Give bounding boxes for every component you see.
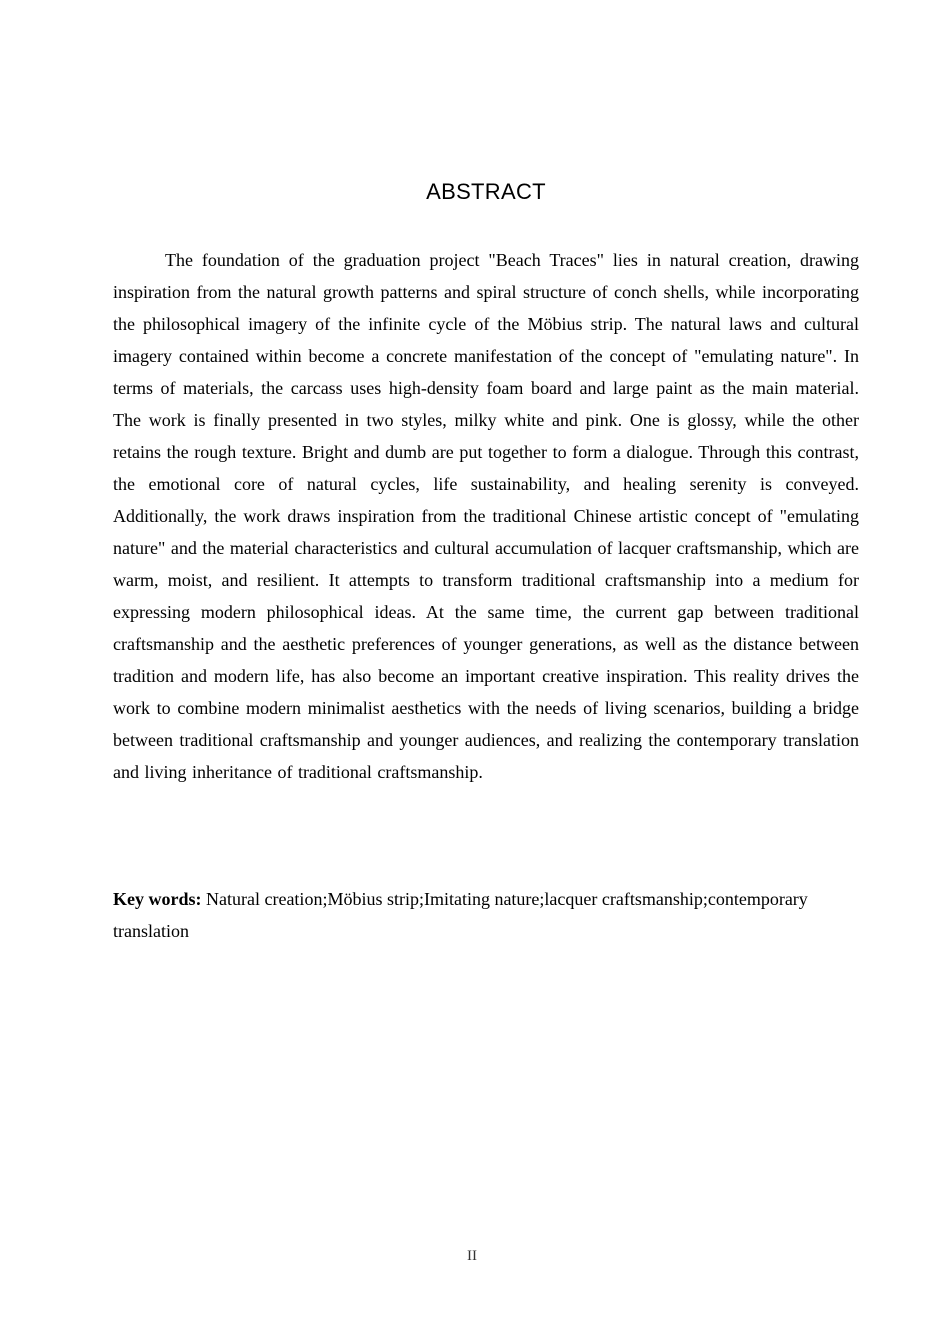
keywords-text: Natural creation;Möbius strip;Imitating nature;lacquer craftsmanship;contemporary translation	[113, 889, 808, 941]
abstract-body: The foundation of the graduation project "Beach Traces" lies in natural creation, drawing inspiration from the natural growth patterns and spiral structure of conch shells, while incorporating the philosophical imagery of the infinite cycle of the Möbius strip. The natural laws and cultural imagery contained within become a concrete manifestation of the concept of "emulating nature". In terms of materials, the carcass uses high-density foam board and large paint as the main material. The work is finally presented in two styles, milky white and pink. One is glossy, while the other retains the rough texture. Bright and dumb are put together to form a dialogue. Through this contrast, the emotional core of natural cycles, life sustainability, and healing serenity is conveyed. Additionally, the work draws inspiration from the traditional Chinese artistic concept of "emulating nature" and the material characteristics and cultural accumulation of lacquer craftsmanship, which are warm, moist, and resilient. It attempts to transform traditional craftsmanship into a medium for expressing modern philosophical ideas. At the same time, the current gap between traditional craftsmanship and the aesthetic preferences of younger generations, as well as the distance between tradition and modern life, has also become an important creative inspiration. This reality drives the work to combine modern minimalist aesthetics with the needs of living scenarios, building a bridge between traditional craftsmanship and younger audiences, and realizing the contemporary translation and living inheritance of traditional craftsmanship.	[113, 250, 859, 782]
page-number: II	[467, 1248, 477, 1264]
keywords-label: Key words:	[113, 889, 202, 909]
abstract-title: ABSTRACT	[426, 179, 546, 204]
keywords-paragraph	[113, 883, 859, 947]
